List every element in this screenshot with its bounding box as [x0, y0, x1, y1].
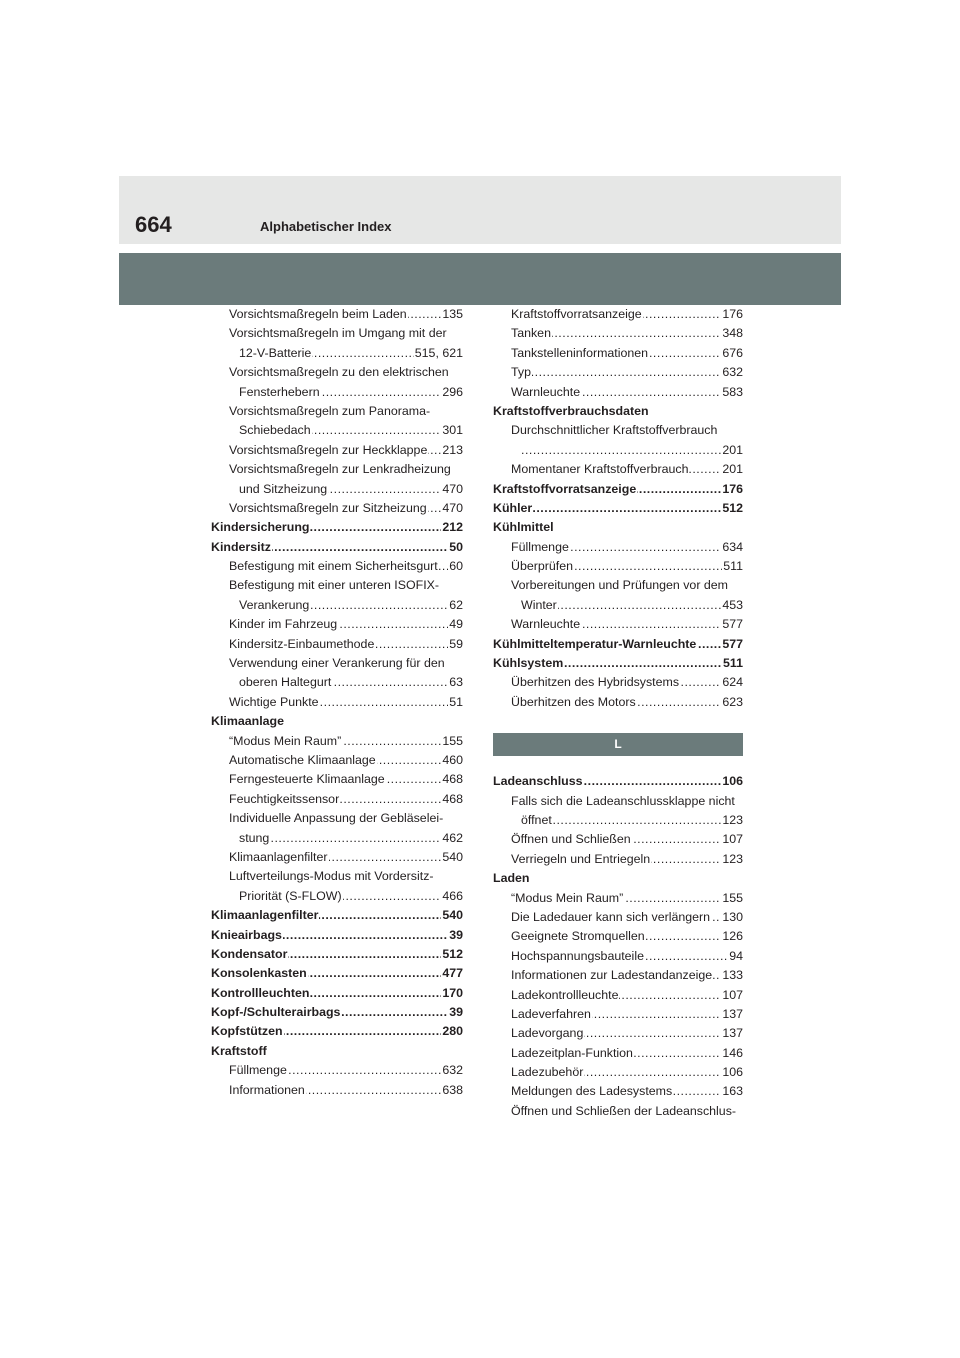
index-term: Befestigung mit einem Sicherheitsgurt: [229, 559, 438, 574]
index-term: Kopf-/Schulterairbags: [211, 1005, 341, 1020]
index-term: Ladezeitplan-Funktion: [511, 1045, 633, 1060]
index-term: Kraftstoff: [211, 1043, 267, 1058]
index-page-ref: 59: [448, 635, 463, 654]
index-term: “Modus Mein Raum”: [229, 733, 342, 748]
index-entry: [511, 693, 743, 712]
index-page-ref: 133: [721, 966, 743, 985]
index-entry: [511, 947, 743, 966]
index-term: Vorsichtsmaßregeln im Umgang mit der: [229, 326, 447, 341]
index-entry: [211, 1022, 463, 1041]
index-entry: [511, 557, 743, 576]
index-term: öffnet: [521, 812, 552, 827]
index-entry: [229, 557, 463, 576]
index-page-ref: 94: [728, 947, 743, 966]
index-page-ref: 468: [441, 790, 463, 809]
index-entry: [511, 1024, 743, 1043]
index-term: Öffnen und Schließen der Ladeanschlus-: [511, 1103, 737, 1118]
index-entry: [229, 460, 463, 479]
index-term: Tanken: [511, 326, 551, 341]
index-term: Warnleuchte: [511, 617, 581, 632]
index-group-k-continued: [493, 305, 743, 712]
index-entry: [511, 344, 743, 363]
index-entry: [511, 576, 743, 595]
index-term: Kinder im Fahrzeug: [229, 617, 338, 632]
index-entry: [229, 1081, 463, 1100]
index-page-ref: 348: [721, 324, 743, 343]
index-entry: [211, 712, 463, 731]
index-term: Verankerung: [239, 597, 310, 612]
index-term: Vorsichtsmaßregeln zur Sitzheizung: [229, 500, 427, 515]
index-entry: [511, 1063, 743, 1082]
index-page-ref: 60: [448, 557, 463, 576]
index-entry: [211, 984, 463, 1003]
index-term: Laden: [493, 871, 530, 886]
index-page-ref: 632: [441, 1061, 463, 1080]
index-entry: [493, 499, 743, 518]
index-entry: [229, 809, 463, 828]
index-entry: [511, 673, 743, 692]
index-term: Kraftstoffverbrauchsdaten: [493, 403, 649, 418]
index-term: Vorsichtsmaßregeln zur Heckklappe: [229, 442, 428, 457]
index-term: Klimaanlagenfilter: [211, 908, 319, 923]
index-entry: [521, 596, 743, 615]
index-term: Knieairbags: [211, 927, 282, 942]
index-term: Schiebedach: [239, 423, 311, 438]
index-term: Ladeanschluss: [493, 774, 583, 789]
index-term: Kühlsystem: [493, 656, 564, 671]
index-term: Kindersitz-Einbaumethode: [229, 636, 375, 651]
index-term: Typ: [511, 365, 531, 380]
index-entry: [511, 850, 743, 869]
index-entry: [511, 324, 743, 343]
index-entry: [239, 480, 463, 499]
index-term: Verriegeln und Entriegeln: [511, 851, 651, 866]
index-entry: [229, 499, 463, 518]
index-entry: [229, 751, 463, 770]
index-page-ref: 676: [721, 344, 743, 363]
index-page-ref: 466: [441, 887, 463, 906]
index-term: 12-V-Batterie: [239, 345, 312, 360]
index-page-ref: 280: [441, 1022, 463, 1041]
index-page-ref: 577: [721, 615, 743, 634]
index-term: Feuchtigkeitssensor: [229, 791, 340, 806]
index-entry: [493, 480, 743, 499]
index-entry: [239, 887, 463, 906]
index-entry: [493, 772, 743, 791]
index-page-ref: 170: [441, 984, 463, 1003]
index-entry: [511, 908, 743, 927]
index-entry: [511, 615, 743, 634]
index-entry: [493, 869, 743, 888]
index-entry: [511, 1082, 743, 1101]
index-entry: [239, 421, 463, 440]
index-entry: [511, 1044, 743, 1063]
index-entry: [229, 305, 463, 324]
index-column-right: [493, 305, 743, 1121]
index-page-ref: 155: [721, 889, 743, 908]
index-term: Tankstelleninformationen: [511, 345, 649, 360]
index-term: und Sitzheizung: [239, 481, 328, 496]
index-entry: [511, 1102, 743, 1121]
index-term: Warnleuchte: [511, 384, 581, 399]
index-term: Geeignete Stromquellen: [511, 929, 645, 944]
page-title: Alphabetischer Index: [260, 219, 392, 234]
index-page-ref: 201: [721, 441, 743, 460]
index-page-ref: 126: [721, 927, 743, 946]
index-page-ref: 511: [722, 557, 743, 576]
index-entry: [493, 518, 743, 537]
index-term: Vorsichtsmaßregeln zum Panorama-: [229, 403, 431, 418]
index-term: Überhitzen des Hybridsystems: [511, 675, 680, 690]
index-term: Klimaanlage: [211, 714, 284, 729]
index-page-ref: 540: [441, 906, 463, 925]
index-page-ref: 511: [722, 654, 743, 673]
index-term: Kindersitz: [211, 539, 271, 554]
index-term: Überprüfen: [511, 559, 573, 574]
index-page-ref: 123: [721, 850, 743, 869]
index-page-ref: 146: [721, 1044, 743, 1063]
index-page-ref: 462: [441, 829, 463, 848]
index-entry: [229, 790, 463, 809]
index-term: Vorsichtsmaßregeln beim Laden: [229, 307, 407, 321]
index-page-ref: 106: [721, 772, 743, 791]
index-page-ref: 51: [448, 693, 463, 712]
index-entry: [229, 693, 463, 712]
index-page-ref: 453: [721, 596, 743, 615]
index-entry: [493, 402, 743, 421]
index-page-ref: 212: [441, 518, 463, 537]
index-term: Kondensator: [211, 946, 288, 961]
index-entry: [211, 964, 463, 983]
index-entry: [229, 867, 463, 886]
index-entry: [239, 383, 463, 402]
index-entry: [511, 305, 743, 324]
index-entry: [229, 402, 463, 421]
index-term: Vorsichtsmaßregeln zu den elektrischen: [229, 365, 449, 380]
index-page-ref: 540: [441, 848, 463, 867]
index-entry: [511, 986, 743, 1005]
index-term: oberen Haltegurt: [239, 675, 332, 690]
index-page-ref: 460: [441, 751, 463, 770]
index-term: Füllmenge: [511, 539, 569, 554]
index-page-ref: 135: [441, 305, 463, 324]
index-entry: [511, 363, 743, 382]
index-group-l: [493, 772, 743, 1121]
index-term: stung: [239, 830, 270, 845]
index-entry: [511, 927, 743, 946]
index-page-ref: 201: [721, 460, 743, 479]
page-number: 664: [135, 212, 172, 237]
index-entry: [521, 441, 743, 460]
index-page-ref: 512: [721, 499, 743, 518]
index-term: [521, 443, 522, 457]
index-entry: [239, 596, 463, 615]
index-entry: [229, 635, 463, 654]
index-term: “Modus Mein Raum”: [511, 890, 624, 905]
index-term: Falls sich die Ladeanschlussklappe nicht: [511, 793, 735, 808]
index-term: Kontrollleuchten: [211, 985, 310, 1000]
index-page-ref: 123: [721, 811, 743, 830]
index-term: Kühlmitteltemperatur-Warnleuchte: [493, 636, 697, 651]
index-term: Füllmenge: [229, 1063, 287, 1078]
index-entry: [211, 926, 463, 945]
index-page-ref: 624: [721, 673, 743, 692]
index-term: Die Ladedauer kann sich verlängern: [511, 909, 711, 924]
index-page-ref: 106: [721, 1063, 743, 1082]
index-term: Kindersicherung: [211, 520, 310, 535]
index-term: Öffnen und Schließen: [511, 832, 631, 847]
index-entry: [521, 811, 743, 830]
index-term: Ladekontrollleuchte: [511, 987, 619, 1002]
index-page-ref: 130: [721, 908, 743, 927]
index-term: Momentaner Kraftstoffverbrauch: [511, 462, 689, 477]
index-term: Hochspannungsbauteile: [511, 948, 644, 963]
index-entry: [229, 654, 463, 673]
index-term: Kraftstoffvorratsanzeige: [493, 481, 637, 496]
index-page-ref: 301: [441, 421, 463, 440]
index-term: Verwendung einer Verankerung für den: [229, 656, 445, 671]
index-term: Klimaanlagenfilter: [229, 849, 328, 864]
index-page-ref: 137: [721, 1024, 743, 1043]
index-term: Winter: [521, 597, 557, 612]
index-term: Vorbereitungen und Prüfungen vor dem: [511, 578, 728, 593]
index-entry: [493, 635, 743, 654]
index-page-ref: 515, 621: [414, 344, 463, 363]
index-entry: [511, 889, 743, 908]
index-term: Luftverteilungs-Modus mit Vordersitz-: [229, 869, 434, 884]
index-page-ref: 583: [721, 383, 743, 402]
index-entry: [511, 421, 743, 440]
index-page-ref: 39: [448, 1003, 463, 1022]
index-term: Überhitzen des Motors: [511, 694, 636, 709]
index-term: Ladeverfahren: [511, 1006, 591, 1021]
index-page-ref: 512: [441, 945, 463, 964]
index-page-ref: 638: [441, 1081, 463, 1100]
index-page-ref: 137: [721, 1005, 743, 1024]
index-entry: [511, 383, 743, 402]
index-entry: [229, 363, 463, 382]
letter-section-header: L: [493, 733, 743, 756]
index-term: Befestigung mit einer unteren ISOFIX-: [229, 578, 440, 593]
index-page-ref: 296: [441, 383, 463, 402]
index-entry: [229, 441, 463, 460]
index-entry: [239, 344, 463, 363]
header-band: [119, 253, 841, 305]
index-entry: [229, 848, 463, 867]
index-page-ref: 49: [448, 615, 463, 634]
index-column-left: [211, 305, 463, 1100]
index-page-ref: 176: [721, 480, 743, 499]
index-page-ref: 155: [441, 732, 463, 751]
index-page-ref: 50: [448, 538, 463, 557]
index-page-ref: 634: [721, 538, 743, 557]
index-term: Automatische Klimaanlage: [229, 752, 376, 767]
index-entry: [211, 538, 463, 557]
index-entry: [511, 460, 743, 479]
index-entry: [211, 945, 463, 964]
index-entry: [229, 1061, 463, 1080]
index-page-ref: 213: [441, 441, 463, 460]
index-term: Informationen zur Ladestandanzeige: [511, 968, 713, 983]
index-term: Kühlmittel: [493, 520, 554, 535]
index-entry: [229, 732, 463, 751]
index-entry: [511, 830, 743, 849]
index-page-ref: 470: [441, 480, 463, 499]
index-page-ref: 163: [721, 1082, 743, 1101]
index-entry: [511, 1005, 743, 1024]
index-entry: [239, 829, 463, 848]
index-entry: [511, 966, 743, 985]
index-page-ref: 468: [441, 770, 463, 789]
index-page-ref: 107: [721, 830, 743, 849]
index-page-ref: 477: [441, 964, 463, 983]
index-entry: [239, 673, 463, 692]
index-entry: [229, 615, 463, 634]
index-term: Ladezubehör: [511, 1065, 584, 1080]
index-term: Vorsichtsmaßregeln zur Lenkradheizung: [229, 462, 451, 477]
index-entry: [229, 770, 463, 789]
index-page-ref: 107: [721, 986, 743, 1005]
index-term: Individuelle Anpassung der Gebläselei-: [229, 811, 444, 826]
index-term: Meldungen des Ladesystems: [511, 1084, 673, 1099]
index-term: Kühler: [493, 500, 533, 515]
index-entry: [511, 538, 743, 557]
index-term: Informationen: [229, 1082, 305, 1097]
index-page-ref: 577: [721, 635, 743, 654]
index-page-ref: 632: [721, 363, 743, 382]
index-page-ref: 470: [441, 499, 463, 518]
index-entry: [493, 654, 743, 673]
index-term: Konsolenkasten: [211, 966, 307, 981]
index-term: Wichtige Punkte: [229, 694, 319, 709]
index-term: Ladevorgang: [511, 1026, 584, 1041]
index-term: Kopfstützen: [211, 1024, 283, 1039]
index-page-ref: 63: [448, 673, 463, 692]
index-entry: [211, 1042, 463, 1061]
index-term: Priorität (S-FLOW): [239, 888, 342, 903]
index-page-ref: 176: [721, 305, 743, 324]
index-entry: [211, 518, 463, 537]
index-page-ref: 62: [448, 596, 463, 615]
index-term: Fensterhebern: [239, 384, 320, 399]
index-entry: [229, 324, 463, 343]
index-page-ref: 623: [721, 693, 743, 712]
index-entry: [511, 792, 743, 811]
index-term: Durchschnittlicher Kraftstoffverbrauch: [511, 423, 718, 438]
header-bar: [119, 176, 841, 244]
index-term: Kraftstoffvorratsanzeige: [511, 307, 642, 321]
index-term: Ferngesteuerte Klimaanlage: [229, 772, 385, 787]
index-page-ref: 39: [448, 926, 463, 945]
index-entry: [229, 576, 463, 595]
index-entry: [211, 1003, 463, 1022]
index-entry: [211, 906, 463, 925]
